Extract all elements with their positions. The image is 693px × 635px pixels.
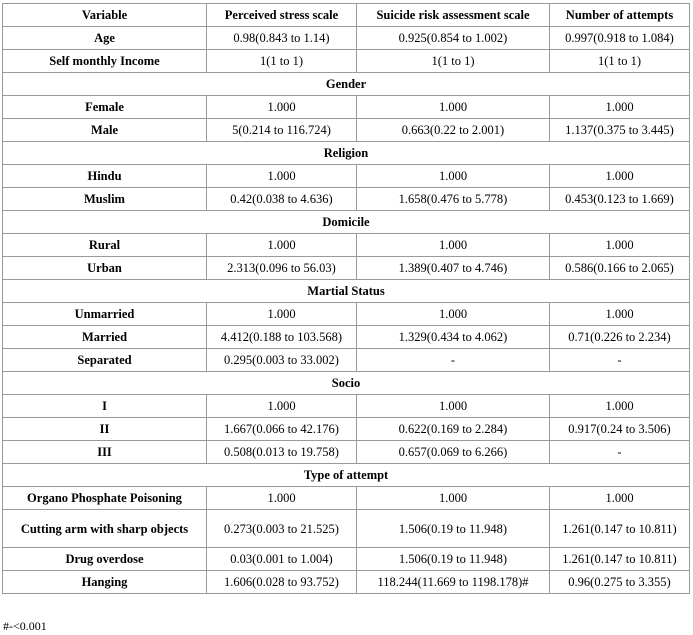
attempts-value: 1.000 [550,303,690,326]
attempts-value: 1.000 [550,487,690,510]
variable-label: Married [3,326,207,349]
variable-label: Drug overdose [3,548,207,571]
suicide-risk-value: 0.657(0.069 to 6.266) [357,441,550,464]
section-row [3,464,690,487]
table-row [3,487,690,510]
section-row [3,73,690,96]
variable-label: Male [3,119,207,142]
variable-label: III [3,441,207,464]
perceived-stress-value: 1.606(0.028 to 93.752) [207,571,357,594]
table-row [3,234,690,257]
table-row [3,418,690,441]
suicide-risk-value: 1.506(0.19 to 11.948) [357,510,550,548]
table-row [3,441,690,464]
variable-label: II [3,418,207,441]
section-row [3,211,690,234]
perceived-stress-value: 1.000 [207,96,357,119]
suicide-risk-value: 1.000 [357,303,550,326]
perceived-stress-value: 5(0.214 to 116.724) [207,119,357,142]
header-row [3,4,690,27]
suicide-risk-value: 1.000 [357,487,550,510]
attempts-value: 1.000 [550,96,690,119]
perceived-stress-value: 1(1 to 1) [207,50,357,73]
attempts-value: 1.000 [550,165,690,188]
suicide-risk-value: 1.658(0.476 to 5.778) [357,188,550,211]
results-table [2,3,690,594]
perceived-stress-value: 1.000 [207,487,357,510]
variable-label: Unmarried [3,303,207,326]
table-row [3,326,690,349]
perceived-stress-value: 0.273(0.003 to 21.525) [207,510,357,548]
table-row [3,188,690,211]
perceived-stress-value: 1.667(0.066 to 42.176) [207,418,357,441]
attempts-value: 0.453(0.123 to 1.669) [550,188,690,211]
section-row [3,142,690,165]
attempts-value: - [550,349,690,372]
attempts-value: 0.997(0.918 to 1.084) [550,27,690,50]
perceived-stress-value: 2.313(0.096 to 56.03) [207,257,357,280]
section-heading: Type of attempt [3,464,690,487]
variable-label: Female [3,96,207,119]
section-row [3,280,690,303]
attempts-value: 1.000 [550,234,690,257]
suicide-risk-value: 0.622(0.169 to 2.284) [357,418,550,441]
perceived-stress-value: 1.000 [207,303,357,326]
attempts-value: 1.261(0.147 to 10.811) [550,510,690,548]
variable-label: Separated [3,349,207,372]
table-row [3,96,690,119]
section-row [3,372,690,395]
variable-label: Rural [3,234,207,257]
variable-label: Hanging [3,571,207,594]
section-heading: Domicile [3,211,690,234]
table-row [3,50,690,73]
suicide-risk-value: 1.000 [357,96,550,119]
variable-label: Cutting arm with sharp objects [3,510,207,548]
table-body [3,27,690,594]
table-row [3,27,690,50]
perceived-stress-value: 0.03(0.001 to 1.004) [207,548,357,571]
section-heading: Martial Status [3,280,690,303]
table-row [3,165,690,188]
column-header-suicide-risk: Suicide risk assessment scale [357,4,550,27]
variable-label: Urban [3,257,207,280]
attempts-value: 1.261(0.147 to 10.811) [550,548,690,571]
column-header-attempts: Number of attempts [550,4,690,27]
suicide-risk-value: 1.000 [357,395,550,418]
variable-label: Muslim [3,188,207,211]
perceived-stress-value: 0.42(0.038 to 4.636) [207,188,357,211]
perceived-stress-value: 0.295(0.003 to 33.002) [207,349,357,372]
table-row [3,257,690,280]
table-row [3,349,690,372]
suicide-risk-value: 118.244(11.669 to 1198.178)# [357,571,550,594]
variable-label: Self monthly Income [3,50,207,73]
suicide-risk-value: 1(1 to 1) [357,50,550,73]
variable-label: Hindu [3,165,207,188]
attempts-value: 1.000 [550,395,690,418]
column-header-variable: Variable [3,4,207,27]
perceived-stress-value: 1.000 [207,234,357,257]
table-row [3,548,690,571]
suicide-risk-value: 1.389(0.407 to 4.746) [357,257,550,280]
perceived-stress-value: 1.000 [207,165,357,188]
suicide-risk-value: - [357,349,550,372]
attempts-value: 0.71(0.226 to 2.234) [550,326,690,349]
footnote: #-<0.001 [3,619,47,633]
attempts-value: 0.96(0.275 to 3.355) [550,571,690,594]
section-heading: Religion [3,142,690,165]
perceived-stress-value: 0.508(0.013 to 19.758) [207,441,357,464]
section-heading: Gender [3,73,690,96]
perceived-stress-value: 0.98(0.843 to 1.14) [207,27,357,50]
table-row [3,395,690,418]
variable-label: Age [3,27,207,50]
suicide-risk-value: 1.506(0.19 to 11.948) [357,548,550,571]
suicide-risk-value: 1.329(0.434 to 4.062) [357,326,550,349]
table-row [3,510,690,548]
perceived-stress-value: 4.412(0.188 to 103.568) [207,326,357,349]
suicide-risk-value: 1.000 [357,165,550,188]
attempts-value: 1(1 to 1) [550,50,690,73]
variable-label: I [3,395,207,418]
attempts-value: - [550,441,690,464]
attempts-value: 0.586(0.166 to 2.065) [550,257,690,280]
column-header-perceived-stress: Perceived stress scale [207,4,357,27]
suicide-risk-value: 0.663(0.22 to 2.001) [357,119,550,142]
attempts-value: 0.917(0.24 to 3.506) [550,418,690,441]
suicide-risk-value: 1.000 [357,234,550,257]
perceived-stress-value: 1.000 [207,395,357,418]
attempts-value: 1.137(0.375 to 3.445) [550,119,690,142]
section-heading: Socio [3,372,690,395]
table-row [3,571,690,594]
variable-label: Organo Phosphate Poisoning [3,487,207,510]
suicide-risk-value: 0.925(0.854 to 1.002) [357,27,550,50]
table-row [3,303,690,326]
table-row [3,119,690,142]
